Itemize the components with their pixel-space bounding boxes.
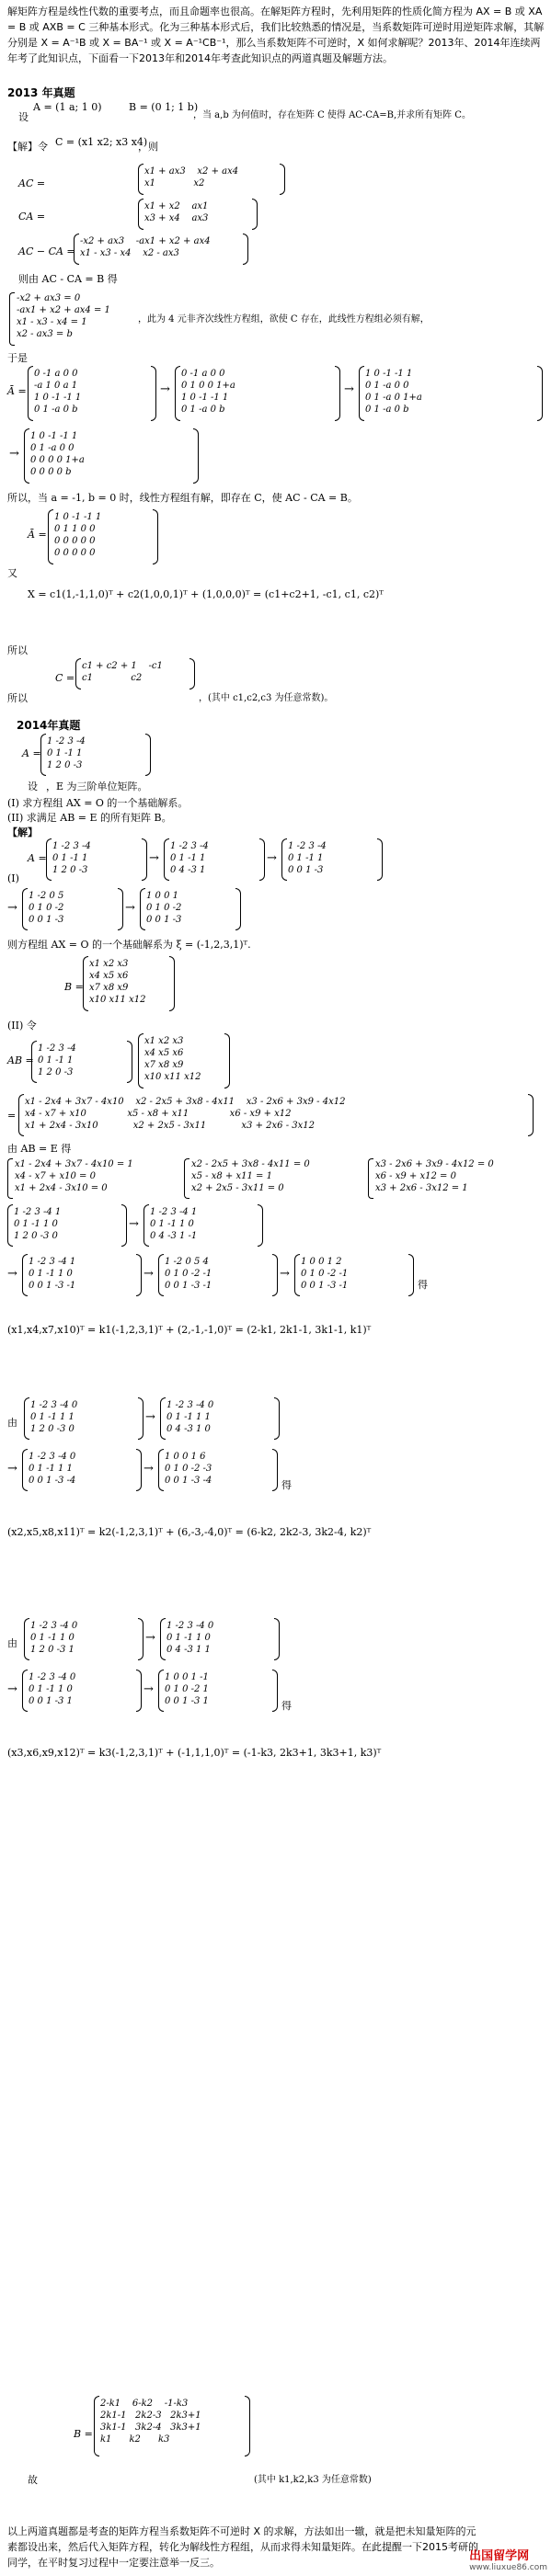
you-1: 由 bbox=[7, 1417, 17, 1429]
aug1d-rows: 1 -2 0 5 4 0 1 0 -2 -1 0 0 1 -3 -1 bbox=[165, 1257, 212, 1291]
watermark-main: 出国留学网 bbox=[469, 2549, 530, 2563]
from-eq-2014: 由 AB = E 得 bbox=[7, 1143, 72, 1155]
you-2: 由 bbox=[7, 1637, 17, 1649]
aug1c-rows: 1 -2 3 -4 1 0 1 -1 1 0 0 0 1 -3 -1 bbox=[29, 1257, 76, 1291]
aug1b-rows: 1 -2 3 -4 1 0 1 -1 1 0 0 4 -3 1 -1 bbox=[150, 1207, 198, 1241]
matrix-step3 bbox=[22, 888, 123, 930]
matrix-B-final bbox=[94, 2396, 250, 2456]
matrix-B-2013: B = (0 1; 1 b) bbox=[129, 101, 199, 113]
matrix-B-in-AB bbox=[138, 1033, 230, 1089]
ab-label: AB = bbox=[7, 1054, 34, 1066]
matrix-step1-rows: 1 -2 3 -4 0 1 -1 1 0 4 -3 1 bbox=[170, 841, 209, 875]
arrow-2014-2: → bbox=[267, 851, 277, 865]
suoyi-2: 所以 bbox=[7, 692, 28, 704]
matrix-A-2014-rows: 1 -2 3 -4 0 1 -1 1 1 2 0 -3 bbox=[47, 736, 86, 770]
matrix-Abar-2-rows: 0 -1 a 0 0 0 1 0 0 1+a 1 0 -1 -1 1 0 1 -a 0 b bbox=[181, 369, 235, 415]
aug2b-rows: 1 -2 3 -4 0 0 1 -1 1 1 0 4 -3 1 0 bbox=[166, 1400, 214, 1434]
arrow-b2-1: → bbox=[145, 1410, 155, 1424]
eq-sign: = bbox=[7, 1110, 17, 1122]
arrow-3: → bbox=[9, 447, 19, 461]
matrix-CA bbox=[138, 199, 258, 230]
matrix-Abar-4 bbox=[24, 428, 199, 484]
abar-final-label: Ā = bbox=[28, 529, 47, 541]
sys2-brace bbox=[184, 1158, 189, 1199]
matrix-AB-product bbox=[18, 1094, 534, 1136]
ac-label: AC = bbox=[18, 177, 46, 189]
solution-1: (x1,x4,x7,x10)ᵀ = k1(-1,2,3,1)ᵀ + (2,-1,-1,0)ᵀ = (2-k1, 2k1-1, 3k1-1, k1)ᵀ bbox=[7, 1324, 372, 1336]
system-3: x3 - 2x6 + 3x9 - 4x12 = 0 x6 - x9 + x12 = 0 x3 + 2x6 - 3x12 = 1 bbox=[375, 1159, 494, 1193]
question-1-2014: (I) 求方程组 AX = O 的一个基础解系。 bbox=[7, 797, 189, 809]
arrow-2014-3: → bbox=[7, 901, 17, 915]
matrix-Abar-1-rows: 0 -1 a 0 0 -a 1 0 a 1 1 0 -1 -1 1 0 1 -a 0 b bbox=[34, 369, 82, 415]
matrix-B-final-rows: 2-k1 6-k2 -1-k3 2k1-1 2k2-3 2k3+1 3k1-1 3k2-4 3k3+1 k1 k2 k3 bbox=[100, 2399, 201, 2445]
yushi-label: 于是 bbox=[7, 352, 28, 364]
solve-label-2013: 【解】令 bbox=[7, 141, 48, 153]
matrix-A-2014 bbox=[40, 734, 151, 776]
a-label-2014: A = bbox=[22, 747, 41, 759]
arrow-b2-3: → bbox=[143, 1462, 154, 1476]
matrix-step2 bbox=[281, 838, 383, 881]
matrix-AC-rows: x1 + ax3 x2 + ax4 x1 x2 bbox=[144, 166, 239, 188]
arrow-b3-1: → bbox=[145, 1631, 155, 1645]
matrix-AC bbox=[138, 164, 285, 195]
arrow-b3-2: → bbox=[7, 1682, 17, 1696]
system-2: x2 - 2x5 + 3x8 - 4x11 = 0 x5 - x8 + x11 = 1 x2 + 2x5 - 3x11 = 0 bbox=[191, 1159, 310, 1193]
matrix-Abar-3 bbox=[359, 366, 543, 421]
abar-label: Ā = bbox=[7, 385, 27, 397]
solution-2: (x2,x5,x8,x11)ᵀ = k2(-1,2,3,1)ᵀ + (6,-3,-4,0)ᵀ = (6-k2, 2k2-3, 3k2-4, k2)ᵀ bbox=[7, 1526, 372, 1538]
aug2a-rows: 1 -2 3 -4 0 0 1 -1 1 1 1 2 0 -3 0 bbox=[30, 1400, 78, 1434]
outro-paragraph: 以上两道真题都是考查的矩阵方程当系数矩阵不可逆时 X 的求解，方法如出一辙，就是把未知量矩阵的元素都设出来，然后代入矩阵方程，转化为解线性方程组，从而求得未知量矩阵。在此提醒一下2015考研的同学，在平时复习过程中一定要注意举一反三。 bbox=[7, 2525, 478, 2569]
aug2d bbox=[158, 1449, 278, 1491]
matrix-C-def: C = (x1 x2; x3 x4) bbox=[55, 136, 148, 148]
matrix-ACmCA bbox=[74, 234, 248, 265]
basis-2014: 则方程组 AX = O 的一个基础解系为 ξ = (-1,2,3,1)ᵀ. bbox=[7, 939, 251, 951]
question-2-2014: (II) 求满足 AB = E 的所有矩阵 B。 bbox=[7, 812, 172, 824]
de-1: 得 bbox=[418, 1279, 428, 1291]
system-2013: -x2 + ax3 = 0 -ax1 + x2 + ax4 = 1 x1 - x3 - x4 = 1 x2 - ax3 = b bbox=[17, 293, 110, 339]
solve-label-2014: 【解】 bbox=[7, 826, 38, 838]
you-label-2013: 又 bbox=[7, 567, 17, 579]
aug3b-rows: 1 -2 3 -4 0 0 1 -1 1 0 0 4 -3 1 1 bbox=[166, 1621, 214, 1655]
matrix-AB-product-rows: x1 - 2x4 + 3x7 - 4x10 x2 - 2x5 + 3x8 - 4x11 x3 - 2x6 + 3x9 - 4x12 x4 - x7 + x10 x5 - x8 + x11 x6 - x9 + x12 x1 + 2x4 - 3x10 x2 + 2x5 - 3x11 x3 + 2x6 - 3x12 bbox=[25, 1097, 346, 1131]
matrix-CA-rows: x1 + x2 ax1 x3 + x4 ax3 bbox=[144, 201, 209, 223]
section-title-2014: 2014年真题 bbox=[17, 719, 81, 732]
x-solution-2013: X = c1(1,-1,1,0)ᵀ + c2(1,0,0,1)ᵀ + (1,0,0,0)ᵀ = (c1+c2+1, -c1, c1, c2)ᵀ bbox=[28, 588, 384, 600]
b-final-label: B = bbox=[74, 2428, 93, 2440]
sys1-brace bbox=[7, 1158, 13, 1199]
arrow-b1-2: → bbox=[7, 1267, 17, 1281]
aug2c bbox=[22, 1449, 142, 1491]
watermark bbox=[469, 2546, 547, 2572]
aug1a bbox=[7, 1204, 127, 1247]
part2-label: (II) 令 bbox=[7, 1020, 37, 1032]
aug1b bbox=[143, 1204, 263, 1247]
matrix-Abar-3-rows: 1 0 -1 -1 1 0 1 -a 0 0 0 1 -a 0 1+a 0 1 -a 0 b bbox=[365, 369, 422, 415]
aug3b bbox=[160, 1618, 280, 1660]
acmca-label: AC − CA = bbox=[18, 245, 75, 257]
c-final-label: C = bbox=[55, 672, 75, 684]
matrix-C-final-rows: c1 + c2 + 1 -c1 c1 c2 bbox=[82, 661, 163, 683]
aug3d bbox=[158, 1670, 278, 1712]
matrix-A-2014-repeat-rows: 1 -2 3 -4 0 1 -1 1 1 2 0 -3 bbox=[52, 841, 91, 875]
matrix-A-2014-repeat bbox=[46, 838, 147, 881]
aug1a-rows: 1 -2 3 -4 1 0 1 -1 1 0 1 2 0 -3 0 bbox=[14, 1207, 62, 1241]
arrow-b3-3: → bbox=[143, 1682, 154, 1696]
aug2d-rows: 1 0 0 1 6 0 1 0 -2 -3 0 0 1 -3 -4 bbox=[165, 1452, 212, 1486]
aug2b bbox=[160, 1397, 280, 1440]
aug2c-rows: 1 -2 3 -4 0 0 1 -1 1 1 0 0 1 -3 -4 bbox=[29, 1452, 76, 1486]
matrix-Abar-4-rows: 1 0 -1 -1 1 0 1 -a 0 0 0 0 0 0 1+a 0 0 0 0 b bbox=[30, 431, 85, 477]
matrix-Abar-final bbox=[48, 509, 158, 564]
matrix-Abar-final-rows: 1 0 -1 -1 1 0 1 1 0 0 0 0 0 0 0 0 0 0 0 0 bbox=[54, 512, 102, 558]
matrix-step4 bbox=[140, 888, 241, 930]
matrix-step4-rows: 1 0 0 1 0 1 0 -2 0 0 1 -3 bbox=[146, 891, 182, 925]
arrow-2: → bbox=[344, 382, 354, 396]
de-3: 得 bbox=[281, 1700, 292, 1712]
system-1: x1 - 2x4 + 3x7 - 4x10 = 1 x4 - x7 + x10 = 0 x1 + 2x4 - 3x10 = 0 bbox=[15, 1159, 133, 1193]
matrix-A-in-AB-rows: 1 -2 3 -4 0 1 -1 1 1 2 0 -3 bbox=[38, 1043, 76, 1077]
aug3d-rows: 1 0 0 1 -1 0 1 0 -2 1 0 0 1 -3 1 bbox=[165, 1672, 209, 1706]
aug2a bbox=[24, 1397, 143, 1440]
sys3-brace bbox=[368, 1158, 373, 1199]
matrix-Abar-2 bbox=[175, 366, 340, 421]
set-label-2014: 设 bbox=[28, 781, 38, 792]
matrix-B-def-rows: x1 x2 x3 x4 x5 x6 x7 x8 x9 x10 x11 x12 bbox=[89, 959, 146, 1005]
arrow-1: → bbox=[160, 382, 170, 396]
arrow-b1-1: → bbox=[129, 1217, 139, 1231]
const-note-2014: (其中 k1,k2,k3 为任意常数) bbox=[254, 2475, 372, 2485]
matrix-step2-rows: 1 -2 3 -4 0 1 -1 1 0 0 1 -3 bbox=[288, 841, 327, 875]
aug3c-rows: 1 -2 3 -4 0 0 1 -1 1 0 0 0 1 -3 1 bbox=[29, 1672, 76, 1706]
solution-3: (x3,x6,x9,x12)ᵀ = k3(-1,2,3,1)ᵀ + (-1,1,1,0)ᵀ = (-1-k3, 2k3+1, 3k3+1, k3)ᵀ bbox=[7, 1747, 382, 1759]
matrix-A-in-AB bbox=[31, 1041, 132, 1083]
suoyi-1: 所以 bbox=[7, 644, 28, 656]
arrow-2014-4: → bbox=[125, 901, 135, 915]
aug1c bbox=[22, 1254, 142, 1296]
aug3a bbox=[24, 1618, 143, 1660]
aug1e bbox=[294, 1254, 414, 1296]
aug3c bbox=[22, 1670, 142, 1712]
aug3a-rows: 1 -2 3 -4 0 0 1 -1 1 0 1 2 0 -3 1 bbox=[30, 1621, 78, 1655]
b-label: B = bbox=[64, 981, 84, 993]
then-label: ，则 bbox=[138, 141, 158, 153]
aug1d bbox=[158, 1254, 278, 1296]
arrow-b1-3: → bbox=[143, 1267, 154, 1281]
section-title-2013: 2013 年真题 bbox=[7, 86, 75, 99]
part1-label: (I) bbox=[7, 872, 19, 884]
a-eq-label: A = bbox=[28, 852, 47, 864]
de-2: 得 bbox=[281, 1479, 292, 1491]
set-label-2013: 设 bbox=[18, 111, 29, 123]
from-eq-2013: 则由 AC - CA = B 得 bbox=[18, 273, 118, 285]
matrix-step3-rows: 1 -2 0 5 0 1 0 -2 0 0 1 -3 bbox=[29, 891, 64, 925]
const-note-2013: ，(其中 c1,c2,c3 为任意常数)。 bbox=[199, 693, 334, 703]
matrix-C-final bbox=[75, 658, 195, 690]
system-brace bbox=[9, 292, 15, 346]
matrix-B-def bbox=[83, 956, 175, 1011]
matrix-step1 bbox=[164, 838, 265, 881]
matrix-B-in-AB-rows: x1 x2 x3 x4 x5 x6 x7 x8 x9 x10 x11 x12 bbox=[144, 1036, 201, 1082]
gu-label: 故 bbox=[28, 2474, 38, 2486]
matrix-Abar-1 bbox=[28, 366, 156, 421]
intro-paragraph: 解矩阵方程是线性代数的重要考点，而且命题率也很高。在解矩阵方程时，先利用矩阵的性质化简方程为 AX = B 或 XA = B 或 AXB = C 三种基本形式。化为三种基本形式后，我们比较熟悉的情况是，当系数矩阵可逆时用逆矩阵求解，其解分别是 X = A⁻¹B 或 X = BA⁻¹ 或 X = A⁻¹CB⁻¹，那么当系数矩阵不可逆时，X 如何求解呢？2013年、2014年连续两年考了此知识点，下面看一下2013年和2014年考查此知识点的两道真题及解题方法。 bbox=[7, 6, 545, 64]
given-2014: ，E 为三阶单位矩阵。 bbox=[46, 781, 148, 792]
system-note: ，此为 4 元非齐次线性方程组，欲使 C 存在，此线性方程组必须有解， bbox=[138, 314, 430, 325]
ca-label: CA = bbox=[18, 211, 46, 222]
aug1e-rows: 1 0 0 1 2 0 1 0 -2 -1 0 0 1 -3 -1 bbox=[301, 1257, 349, 1291]
matrix-ACmCA-rows: -x2 + ax3 -ax1 + x2 + ax4 x1 - x3 - x4 x2 - ax3 bbox=[80, 236, 211, 258]
arrow-b1-4: → bbox=[280, 1267, 290, 1281]
watermark-url: www.liuxue86.com bbox=[469, 2563, 547, 2572]
question-2013: ，当 a,b 为何值时，存在矩阵 C 使得 AC-CA=B,并求所有矩阵 C。 bbox=[193, 110, 471, 120]
matrix-A-2013: A = (1 a; 1 0) bbox=[33, 101, 102, 113]
arrow-2014-1: → bbox=[149, 851, 159, 865]
conclusion-2013: 所以，当 a = -1, b = 0 时，线性方程组有解，即存在 C，使 AC - CA = B。 bbox=[7, 492, 358, 504]
arrow-b2-2: → bbox=[7, 1462, 17, 1476]
